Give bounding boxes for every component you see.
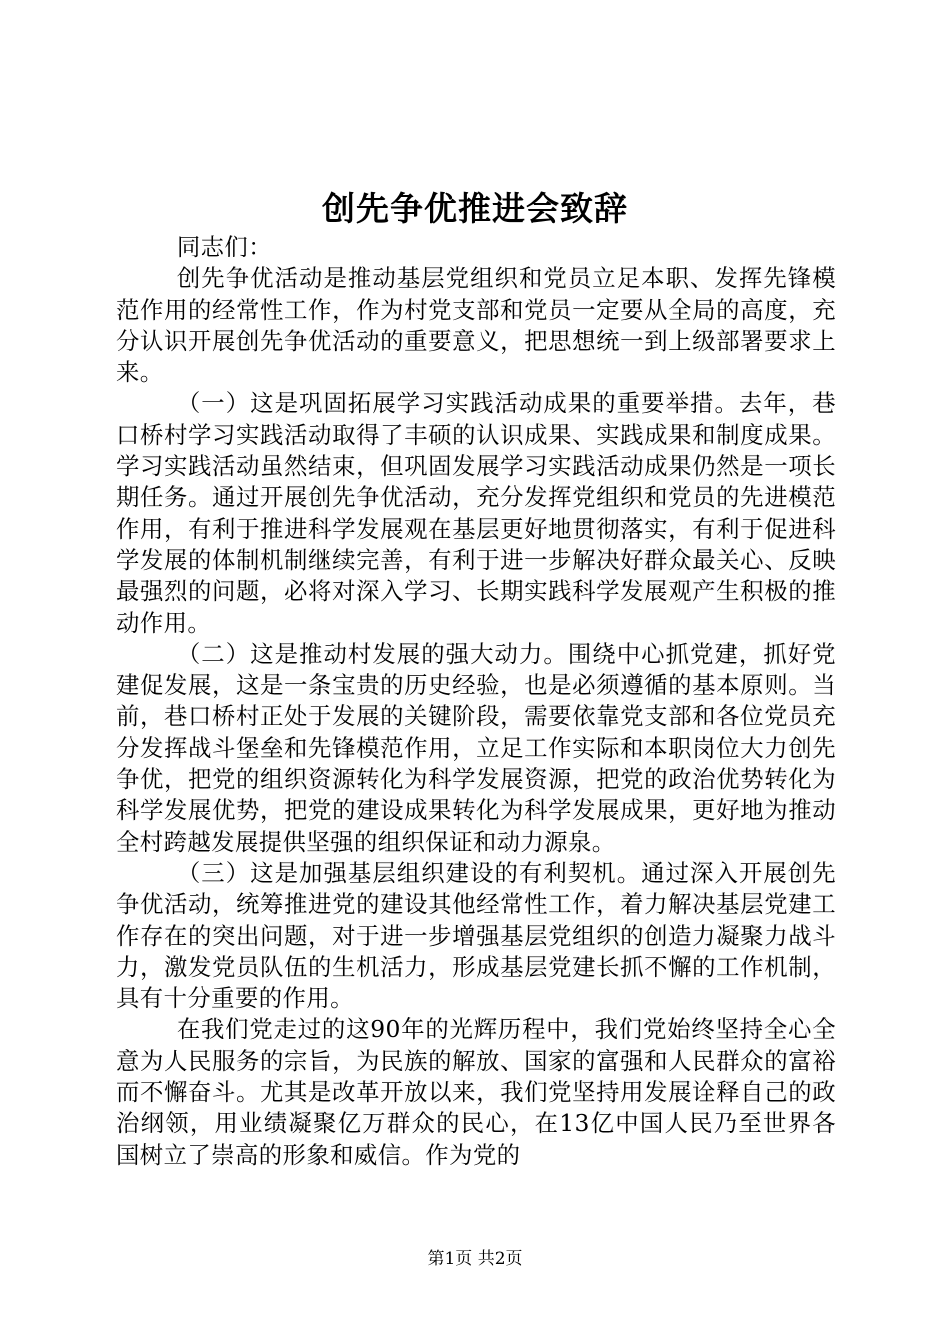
salutation: 同志们： bbox=[176, 233, 272, 261]
paragraph-point-3: （三）这是加强基层组织建设的有利契机。通过深入开展创先争优活动，统筹推进党的建设其他经常性工作，着力解决基层党建工作存在的突出问题，对于进一步增强基层党组织的创造力凝聚力战斗力，激发党员队伍的生机活力，形成基层党建长抓不懈的工作机制，具有十分重要的作用。 bbox=[116, 858, 836, 1013]
paragraph-history: 在我们党走过的这90年的光辉历程中，我们党始终坚持全心全意为人民服务的宗旨，为民族的解放、国家的富强和人民群众的富裕而不懈奋斗。尤其是改革开放以来，我们党坚持用发展诠释自己的政治纲领，用业绩凝聚亿万群众的民心，在13亿中国人民乃至世界各国树立了崇高的形象和威信。作为党的 bbox=[116, 1015, 836, 1169]
document-title: 创先争优推进会致辞 bbox=[322, 189, 628, 228]
paragraph-point-1: （一）这是巩固拓展学习实践活动成果的重要举措。去年，巷口桥村学习实践活动取得了丰硕的认识成果、实践成果和制度成果。学习实践活动虽然结束，但巩固发展学习实践活动成果仍然是一项长期任务。通过开展创先争优活动，充分发挥党组织和党员的先进模范作用，有利于推进科学发展观在基层更好地贯彻落实，有利于促进科学发展的体制机制继续完善，有利于进一步解决好群众最关心、反映最强烈的问题，必将对深入学习、长期实践科学发展观产生积极的推动作用。 bbox=[116, 389, 836, 637]
page-number-footer: 第1页 共2页 bbox=[427, 1249, 523, 1269]
paragraph-point-2: （二）这是推动村发展的强大动力。围绕中心抓党建，抓好党建促发展，这是一条宝贵的历史经验，也是必须遵循的基本原则。当前，巷口桥村正处于发展的关键阶段，需要依靠党支部和各位党员充分发挥战斗堡垒和先锋模范作用，立足工作实际和本职岗位大力创先争优，把党的组织资源转化为科学发展资源，把党的政治优势转化为科学发展优势，把党的建设成果转化为科学发展成果，更好地为推动全村跨越发展提供坚强的组织保证和动力源泉。 bbox=[116, 639, 836, 856]
document-body bbox=[116, 232, 836, 1171]
paragraph-intro: 创先争优活动是推动基层党组织和党员立足本职、发挥先锋模范作用的经常性工作，作为村党支部和党员一定要从全局的高度，充分认识开展创先争优活动的重要意义，把思想统一到上级部署要求上来。 bbox=[116, 264, 836, 387]
